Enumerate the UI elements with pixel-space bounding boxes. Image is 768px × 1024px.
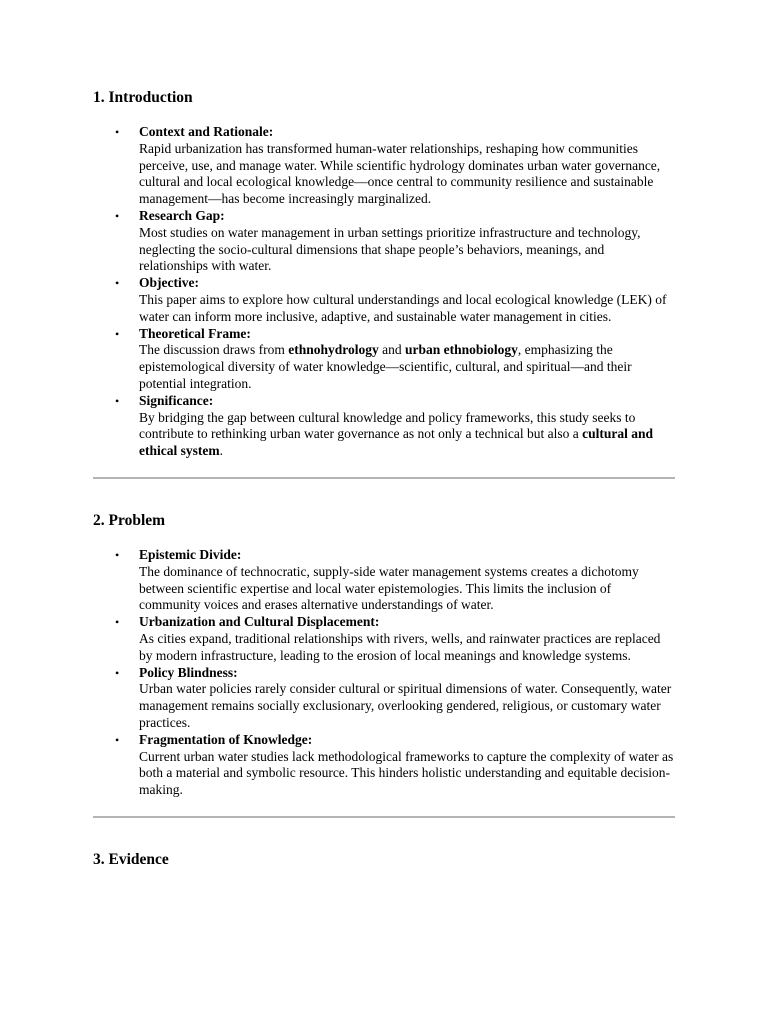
bullet-significance — [93, 393, 675, 460]
bullet-heading: Epistemic Divide: — [139, 546, 242, 562]
bullet-dot-icon: • — [115, 665, 120, 680]
bullet-dot-icon: • — [115, 208, 120, 223]
section-title-introduction: 1. Introduction — [93, 89, 193, 106]
bullet-body: Current urban water studies lack methodological frameworks to capture the complexity of water as both a material and symbolic resource. This hinders holistic understanding and equitable decision-making. — [139, 748, 674, 798]
bullet-heading: Research Gap: — [139, 207, 225, 223]
bullet-body: As cities expand, traditional relationships with rivers, wells, and rainwater practices are replaced by modern infrastructure, leading to the erosion of local meanings and knowledge systems. — [139, 630, 661, 663]
bullet-body: By bridging the gap between cultural knowledge and policy frameworks, this study seeks to contribute to rethinking urban water governance as not only a technical but also a cultural and ethical system. — [139, 409, 653, 459]
section-divider — [93, 816, 675, 818]
bullet-dot-icon: • — [115, 125, 120, 139]
bullet-dot-icon: • — [115, 393, 120, 408]
bullet-heading: Urbanization and Cultural Displacement: — [139, 614, 380, 630]
bullet-dot-icon: • — [115, 615, 120, 630]
bullet-list-problem — [93, 547, 675, 799]
section-title-evidence: 3. Evidence — [93, 850, 169, 868]
section-divider — [93, 477, 675, 479]
bullet-urbanization-displacement — [93, 614, 675, 664]
bullet-list-introduction — [93, 124, 675, 460]
bullet-objective — [93, 275, 675, 325]
bullet-heading: Significance: — [139, 392, 214, 408]
bullet-dot-icon: • — [115, 732, 120, 747]
section-evidence — [93, 850, 675, 870]
emphasis-term: cultural and ethical system — [139, 426, 653, 459]
bullet-body: The dominance of technocratic, supply-side water management systems creates a dichotomy between scientific expertise and local water epistemologies. This limits the inclusion of community voices and erases alternative understandings of water. — [139, 563, 639, 613]
bullet-body: Rapid urbanization has transformed human-water relationships, reshaping how communities perceive, use, and manage water. While scientific hydrology dominates urban water governance, cultural and local ecological knowledge—once central to community resilience and sustainable management—has become increasingly marginalized. — [139, 140, 661, 207]
bullet-heading: Context and Rationale: — [139, 124, 274, 139]
bullet-epistemic-divide — [93, 547, 675, 614]
bullet-heading: Objective: — [139, 275, 199, 291]
bullet-dot-icon: • — [115, 276, 120, 291]
bullet-body: This paper aims to explore how cultural understandings and local ecological knowledge (LEK) of water can inform more inclusive, adaptive, and sustainable water management in cities. — [139, 291, 667, 324]
emphasis-term: ethnohydrology — [288, 342, 379, 358]
bullet-context-and-rationale — [93, 124, 675, 208]
bullet-policy-blindness — [93, 665, 675, 732]
bullet-body: Most studies on water management in urban settings prioritize infrastructure and technology, neglecting the socio-cultural dimensions that shape people’s behaviors, meanings, and relationships with water. — [139, 224, 641, 274]
bullet-dot-icon: • — [115, 547, 120, 562]
bullet-body: Urban water policies rarely consider cultural or spiritual dimensions of water. Consequently, water management remains socially exclusionary, overlooking gendered, religious, or customary water practices. — [139, 681, 672, 730]
bullet-heading: Policy Blindness: — [139, 664, 238, 680]
bullet-heading: Theoretical Frame: — [139, 325, 251, 341]
bullet-research-gap — [93, 208, 675, 275]
section-problem — [93, 511, 675, 799]
emphasis-term: urban ethnobiology — [405, 342, 518, 358]
bullet-heading: Fragmentation of Knowledge: — [139, 731, 313, 747]
bullet-fragmentation-of-knowledge — [93, 732, 675, 799]
bullet-dot-icon: • — [115, 326, 120, 341]
bullet-body: The discussion draws from ethnohydrology and urban ethnobiology, emphasizing the epistemological diversity of water knowledge—scientific, cultural, and spiritual—and their potential integration. — [139, 342, 632, 391]
bullet-theoretical-frame — [93, 326, 675, 393]
section-introduction — [93, 88, 675, 460]
section-title-problem: 2. Problem — [93, 511, 166, 529]
